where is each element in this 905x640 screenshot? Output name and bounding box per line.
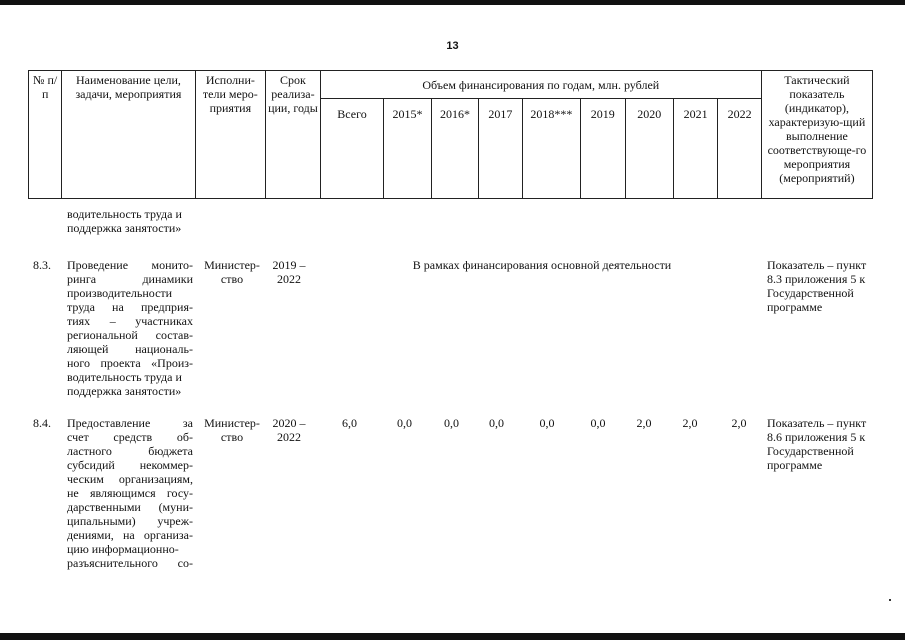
text-line: счет средств об- [67, 430, 193, 444]
row-period: 2020 – 2022 [272, 416, 306, 444]
text-line: дарственными (муни- [67, 500, 193, 514]
text-line: Проведение монито- [67, 258, 193, 272]
text-line: ластного бюджета [67, 444, 193, 458]
year-header: 2019 [581, 99, 625, 199]
value-2022: 2,0 [731, 416, 747, 430]
value-2016: 0,0 [444, 416, 459, 430]
value-2017: 0,0 [489, 416, 504, 430]
text-line: ческим организациям, [67, 472, 193, 486]
value-2015: 0,0 [397, 416, 412, 430]
row-period: 2019 – 2022 [272, 258, 306, 286]
year-header: 2017 [479, 99, 522, 199]
text-line: ного проекта «Произ- [67, 356, 193, 370]
text-line: не являющимся госу- [67, 486, 193, 500]
header-funding: Объем финансирования по годам, млн. рублей [320, 71, 761, 99]
text-line: поддержка занятости» [67, 221, 182, 235]
text-line: водительность труда и [67, 370, 182, 384]
year-header: Всего [320, 99, 384, 199]
row-number: 8.4. [33, 416, 51, 430]
year-header: 2018*** [522, 99, 581, 199]
year-header: 2016* [431, 99, 478, 199]
year-header: 2015* [384, 99, 431, 199]
row-executor: Министер-ство [204, 258, 260, 286]
bottom-border [0, 633, 905, 640]
text-line: разъяснительного со- [67, 556, 193, 570]
top-border [0, 0, 905, 5]
row-number: 8.3. [33, 258, 51, 272]
text-line: региональной состав- [67, 328, 193, 342]
header-indicator: Тактический показатель (индикатор), характеризую-щий выполнение соответствующе-го мероприятия (мероприятий) [761, 71, 872, 199]
year-header: 2021 [673, 99, 717, 199]
text-line: труда на предприя- [67, 300, 193, 314]
funding-note: В рамках финансирования основной деятельности [412, 258, 672, 272]
text-line: ляющей националь- [67, 342, 193, 356]
value-total: 6,0 [342, 416, 357, 430]
continuation-text [67, 207, 207, 235]
row-executor: Министер-ство [204, 416, 260, 444]
row-name [67, 258, 193, 398]
year-header: 2020 [625, 99, 673, 199]
text-line: производительности [67, 286, 173, 300]
header-period: Срок реализа-ции, годы [266, 71, 321, 199]
header-table [28, 70, 873, 199]
header-name: Наименование цели, задачи, мероприятия [62, 71, 195, 199]
header-num: № п/п [29, 71, 62, 199]
text-line: ципальными) учреж- [67, 514, 193, 528]
scan-speck [889, 599, 891, 601]
value-2019: 0,0 [590, 416, 606, 430]
header-executor: Исполни-тели меро-приятия [195, 71, 266, 199]
page-number: 13 [446, 40, 459, 52]
text-line: тиях – участниках [67, 314, 193, 328]
text-line: Предоставление за [67, 416, 193, 430]
text-line: дениями, на организа- [67, 528, 193, 542]
row-indicator: Показатель – пункт 8.6 приложения 5 к Государственной программе [767, 416, 867, 472]
row-name [67, 416, 193, 570]
value-2020: 2,0 [636, 416, 652, 430]
text-line: субсидий некоммер- [67, 458, 193, 472]
value-2021: 2,0 [682, 416, 698, 430]
text-line: поддержка занятости» [67, 384, 182, 398]
text-line: цию информационно- [67, 542, 179, 556]
row-indicator: Показатель – пункт 8.3 приложения 5 к Государственной программе [767, 258, 867, 314]
year-header: 2022 [718, 99, 762, 199]
text-line: ринга динамики [67, 272, 193, 286]
text-line: водительность труда и [67, 207, 182, 221]
value-2018: 0,0 [539, 416, 555, 430]
